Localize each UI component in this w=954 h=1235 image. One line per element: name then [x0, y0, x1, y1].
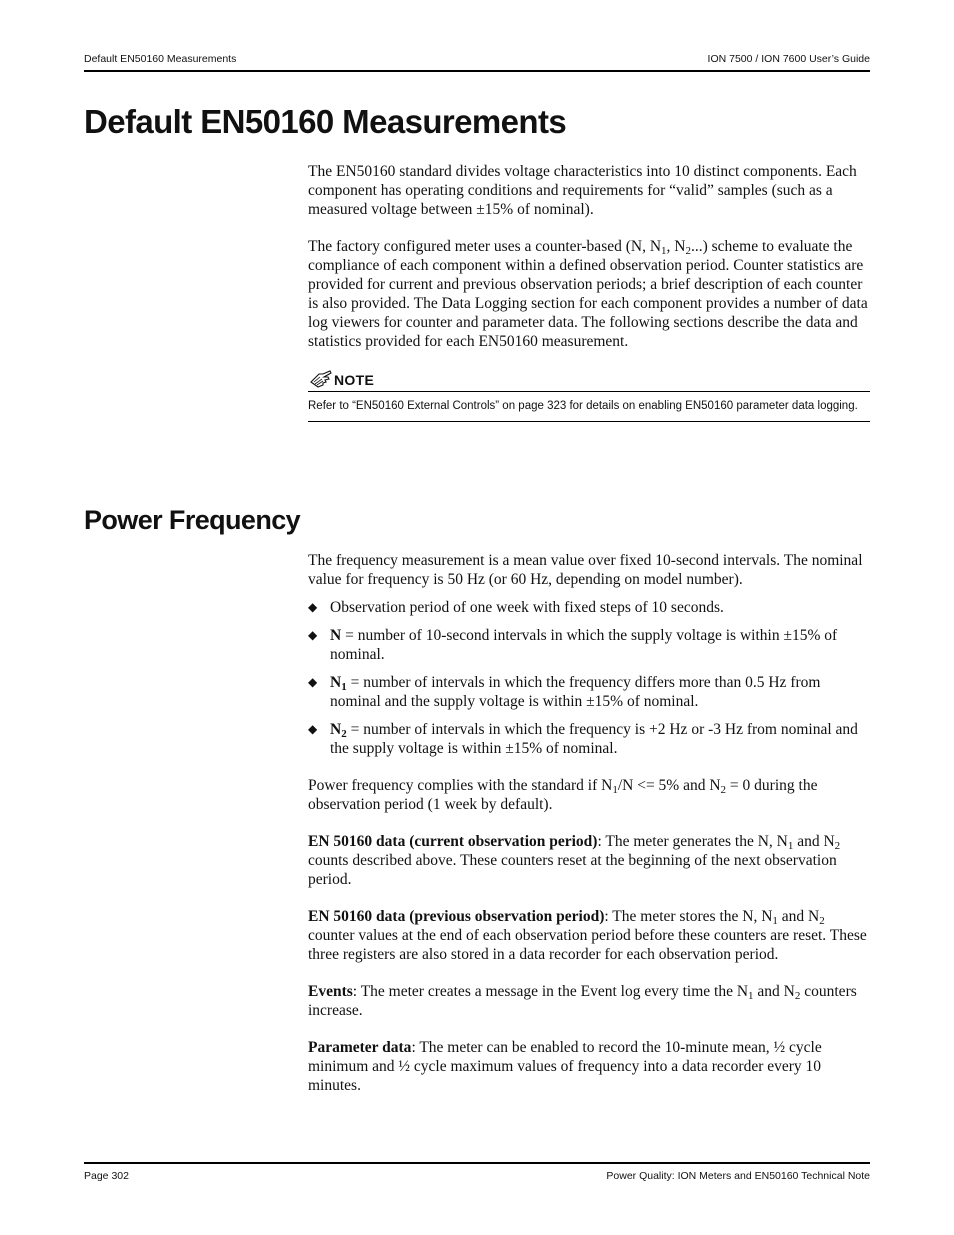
counter-list	[308, 598, 870, 758]
page-header	[84, 53, 870, 72]
note-label: NOTE	[334, 372, 375, 388]
list-item: ◆ $N_2$ = number of intervals in which the frequency is +2 Hz or -3 Hz from nominal and the supply voltage is within ±15% of nominal.	[308, 720, 870, 758]
note-text: Refer to “EN50160 External Controls” on page 323 for details on enabling EN50160 parameter data logging.	[308, 392, 870, 422]
parameter-data-paragraph: Parameter data: The meter can be enabled to record the 10-minute mean, ½ cycle minimum and ½ cycle maximum values of frequency into a data recorder every 10 minutes.	[308, 1039, 822, 1094]
intro-section	[308, 162, 870, 422]
list-item: ◆ N = number of 10-second intervals in which the supply voltage is within ±15% of nominal.	[308, 626, 870, 664]
list-item: ◆ $N_1$ = number of intervals in which the frequency differs more than 0.5 Hz from nominal and the supply voltage is within ±15% of nominal.	[308, 673, 870, 711]
footer-right: Power Quality: ION Meters and EN50160 Technical Note	[606, 1170, 870, 1182]
compliance-paragraph: Power frequency complies with the standard if $N_1/N <= 5\%$ and $N_2 = 0$ during the observation period (1 week by default).	[308, 777, 818, 813]
page-title: Default EN50160 Measurements	[84, 103, 567, 140]
frequency-paragraph: The frequency measurement is a mean value over fixed 10-second intervals. The nominal value for frequency is 50 Hz (or 60 Hz, depending on model number).	[308, 552, 863, 588]
header-right: ION 7500 / ION 7600 User’s Guide	[707, 53, 870, 65]
events-paragraph: Events: The meter creates a message in the Event log every time the $N_1$ and $N_2$ counters increase.	[308, 983, 857, 1019]
intro-paragraph-2: The factory configured meter uses a counter-based (N, $N_1$, $N_2$...) scheme to evaluate the compliance of each component within a defined observation period. Counter statistics are provided for current and previous observation periods; a brief description of each counter is also provided. The Data Logging section for each component provides a number of data log viewers for counter and parameter data. The following sections describe the data and statistics provided for each EN50160 measurement.	[308, 238, 868, 350]
page-footer	[84, 1162, 870, 1182]
page-number: Page 302	[84, 1170, 129, 1182]
power-frequency-section	[308, 551, 870, 1113]
note-header	[308, 369, 870, 392]
pointing-hand-icon	[310, 369, 332, 394]
list-item: ◆ Observation period of one week with fixed steps of 10 seconds.	[308, 598, 870, 617]
header-left: Default EN50160 Measurements	[84, 53, 237, 65]
section-title-power-frequency: Power Frequency	[84, 505, 301, 535]
intro-paragraph-1: The EN50160 standard divides voltage characteristics into 10 distinct components. Each component has operating conditions and requirements for “valid” samples (such as a measured voltage between ±15% of nominal).	[308, 163, 857, 218]
current-period-paragraph: EN 50160 data (current observation period): The meter generates the N, $N_1$ and $N_2$ counts described above. These counters reset at the beginning of the next observation period.	[308, 833, 841, 888]
previous-period-paragraph: EN 50160 data (previous observation period): The meter stores the N, $N_1$ and $N_2$ counter values at the end of each observation period before these counters are reset. These three registers are also stored in a data recorder for each observation period.	[308, 908, 867, 963]
